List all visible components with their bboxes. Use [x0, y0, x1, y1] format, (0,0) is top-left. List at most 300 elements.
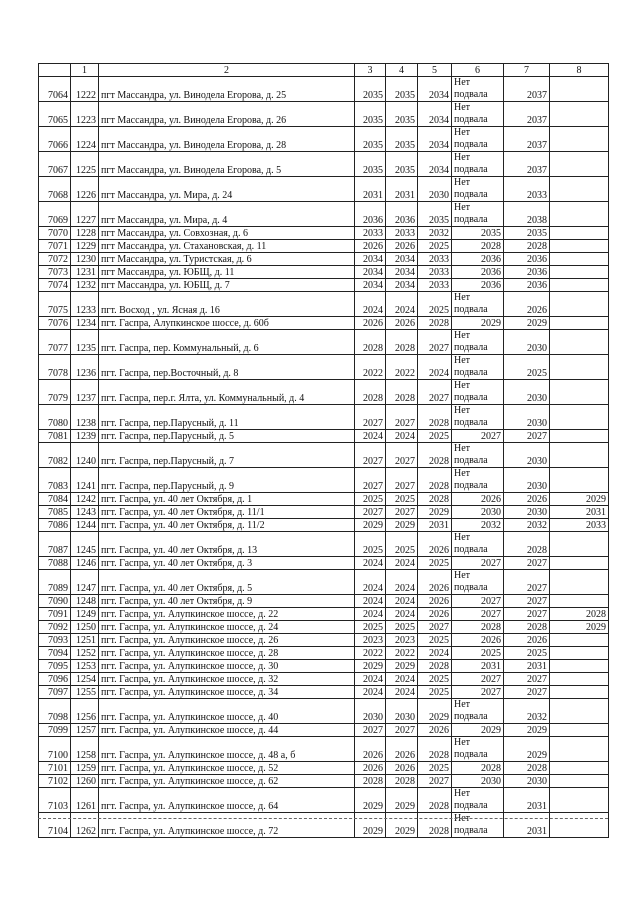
col5-cell: 2029: [418, 699, 452, 724]
col4-cell: 2027: [386, 724, 418, 737]
item-number-cell: 1232: [71, 279, 99, 292]
row-number-cell: 7070: [39, 227, 71, 240]
row-number-cell: 7089: [39, 570, 71, 595]
table-row: [39, 177, 609, 202]
col3-cell: 2026: [355, 240, 386, 253]
col5-cell: 2034: [418, 102, 452, 127]
item-number-cell: 1231: [71, 266, 99, 279]
col8-cell: [550, 673, 609, 686]
col6-cell: 2030: [452, 506, 504, 519]
col3-cell: 2035: [355, 102, 386, 127]
col3-cell: 2022: [355, 355, 386, 380]
col4-cell: 2024: [386, 608, 418, 621]
address-cell: пгт Массандра, ул. Винодела Егорова, д. 5: [99, 152, 355, 177]
table-row: [39, 762, 609, 775]
address-cell: пгт. Гаспра, пер.Восточный, д. 8: [99, 355, 355, 380]
table-row: [39, 506, 609, 519]
table-row: [39, 443, 609, 468]
col4-cell: 2025: [386, 621, 418, 634]
col5-cell: 2026: [418, 532, 452, 557]
header-cell: 2: [99, 64, 355, 77]
col5-cell: 2033: [418, 253, 452, 266]
item-number-cell: 1260: [71, 775, 99, 788]
col3-cell: 2024: [355, 292, 386, 317]
col5-cell: 2025: [418, 762, 452, 775]
col6-cell: Нет подвала: [452, 77, 504, 102]
col7-cell: 2027: [504, 595, 550, 608]
table-row: [39, 634, 609, 647]
col7-cell: 2029: [504, 737, 550, 762]
col5-cell: 2026: [418, 570, 452, 595]
col5-cell: 2025: [418, 240, 452, 253]
row-number-cell: 7099: [39, 724, 71, 737]
col4-cell: 2029: [386, 519, 418, 532]
col8-cell: 2031: [550, 506, 609, 519]
row-number-cell: 7072: [39, 253, 71, 266]
col6-cell: 2027: [452, 430, 504, 443]
address-cell: пгт. Гаспра, ул. Алупкинское шоссе, д. 40: [99, 699, 355, 724]
col3-cell: 2035: [355, 127, 386, 152]
row-number-cell: 7086: [39, 519, 71, 532]
table-row: [39, 127, 609, 152]
col8-cell: [550, 240, 609, 253]
col6-cell: 2032: [452, 519, 504, 532]
col3-cell: 2024: [355, 570, 386, 595]
item-number-cell: 1235: [71, 330, 99, 355]
col7-cell: 2037: [504, 102, 550, 127]
row-number-cell: 7084: [39, 493, 71, 506]
col7-cell: 2029: [504, 317, 550, 330]
col3-cell: 2027: [355, 443, 386, 468]
col5-cell: 2028: [418, 468, 452, 493]
address-cell: пгт. Гаспра, ул. Алупкинское шоссе, д. 32: [99, 673, 355, 686]
col8-cell: [550, 330, 609, 355]
col6-cell: 2029: [452, 724, 504, 737]
col8-cell: [550, 127, 609, 152]
col6-cell: Нет подвала: [452, 355, 504, 380]
table-row: [39, 266, 609, 279]
col3-cell: 2033: [355, 227, 386, 240]
item-number-cell: 1242: [71, 493, 99, 506]
col4-cell: 2028: [386, 775, 418, 788]
col6-cell: Нет подвала: [452, 532, 504, 557]
item-number-cell: 1258: [71, 737, 99, 762]
col8-cell: [550, 202, 609, 227]
col5-cell: 2034: [418, 77, 452, 102]
address-cell: пгт. Гаспра, ул. Алупкинское шоссе, д. 72: [99, 813, 355, 838]
col3-cell: 2028: [355, 775, 386, 788]
table-row: [39, 380, 609, 405]
col3-cell: 2034: [355, 266, 386, 279]
col7-cell: 2026: [504, 292, 550, 317]
col5-cell: 2031: [418, 519, 452, 532]
col3-cell: 2025: [355, 621, 386, 634]
table-row: [39, 608, 609, 621]
item-number-cell: 1249: [71, 608, 99, 621]
col4-cell: 2028: [386, 380, 418, 405]
row-number-cell: 7085: [39, 506, 71, 519]
col3-cell: 2034: [355, 279, 386, 292]
col7-cell: 2027: [504, 570, 550, 595]
address-cell: пгт Массандра, ул. Винодела Егорова, д. 26: [99, 102, 355, 127]
address-cell: пгт. Гаспра, ул. Алупкинское шоссе, д. 62: [99, 775, 355, 788]
row-number-cell: 7073: [39, 266, 71, 279]
header-row: [39, 64, 609, 77]
col3-cell: 2028: [355, 330, 386, 355]
col4-cell: 2034: [386, 253, 418, 266]
col5-cell: 2028: [418, 660, 452, 673]
table-row: [39, 279, 609, 292]
item-number-cell: 1261: [71, 788, 99, 813]
col7-cell: 2026: [504, 634, 550, 647]
col8-cell: 2029: [550, 621, 609, 634]
col6-cell: Нет подвала: [452, 380, 504, 405]
item-number-cell: 1252: [71, 647, 99, 660]
col7-cell: 2038: [504, 202, 550, 227]
address-cell: пгт. Гаспра, ул. 40 лет Октября, д. 9: [99, 595, 355, 608]
row-number-cell: 7102: [39, 775, 71, 788]
col6-cell: Нет подвала: [452, 127, 504, 152]
col4-cell: 2029: [386, 813, 418, 838]
col6-cell: 2036: [452, 253, 504, 266]
col8-cell: [550, 532, 609, 557]
col6-cell: Нет подвала: [452, 330, 504, 355]
address-cell: пгт. Гаспра, ул. 40 лет Октября, д. 13: [99, 532, 355, 557]
col4-cell: 2034: [386, 266, 418, 279]
col6-cell: Нет подвала: [452, 699, 504, 724]
col5-cell: 2028: [418, 737, 452, 762]
address-cell: пгт Массандра, ул. Совхозная, д. 6: [99, 227, 355, 240]
item-number-cell: 1245: [71, 532, 99, 557]
item-number-cell: 1244: [71, 519, 99, 532]
col5-cell: 2025: [418, 673, 452, 686]
row-number-cell: 7097: [39, 686, 71, 699]
table-row: [39, 673, 609, 686]
row-number-cell: 7075: [39, 292, 71, 317]
col6-cell: 2027: [452, 557, 504, 570]
row-number-cell: 7080: [39, 405, 71, 430]
col4-cell: 2030: [386, 699, 418, 724]
item-number-cell: 1240: [71, 443, 99, 468]
col6-cell: 2028: [452, 240, 504, 253]
col7-cell: 2033: [504, 177, 550, 202]
col4-cell: 2033: [386, 227, 418, 240]
col8-cell: 2033: [550, 519, 609, 532]
row-number-cell: 7083: [39, 468, 71, 493]
col6-cell: Нет подвала: [452, 102, 504, 127]
row-number-cell: 7087: [39, 532, 71, 557]
address-cell: пгт. Восход , ул. Ясная д. 16: [99, 292, 355, 317]
row-number-cell: 7091: [39, 608, 71, 621]
table-row: [39, 330, 609, 355]
col4-cell: 2034: [386, 279, 418, 292]
address-cell: пгт Массандра, ул. Мира, д. 24: [99, 177, 355, 202]
col7-cell: 2031: [504, 660, 550, 673]
col4-cell: 2035: [386, 102, 418, 127]
table-row: [39, 227, 609, 240]
col8-cell: [550, 317, 609, 330]
col6-cell: 2029: [452, 317, 504, 330]
col8-cell: [550, 430, 609, 443]
row-number-cell: 7068: [39, 177, 71, 202]
item-number-cell: 1229: [71, 240, 99, 253]
table-row: [39, 595, 609, 608]
col8-cell: [550, 686, 609, 699]
col6-cell: Нет подвала: [452, 177, 504, 202]
address-cell: пгт. Гаспра, пер.Парусный, д. 9: [99, 468, 355, 493]
item-number-cell: 1243: [71, 506, 99, 519]
address-cell: пгт. Гаспра, пер.Парусный, д. 5: [99, 430, 355, 443]
col8-cell: [550, 699, 609, 724]
col5-cell: 2034: [418, 152, 452, 177]
col3-cell: 2030: [355, 699, 386, 724]
col5-cell: 2027: [418, 621, 452, 634]
col7-cell: 2028: [504, 621, 550, 634]
address-cell: пгт Массандра, ул. Туристская, д. 6: [99, 253, 355, 266]
col6-cell: 2036: [452, 279, 504, 292]
row-number-cell: 7066: [39, 127, 71, 152]
item-number-cell: 1262: [71, 813, 99, 838]
col5-cell: 2028: [418, 813, 452, 838]
col8-cell: [550, 355, 609, 380]
housing-repair-table: [38, 63, 609, 838]
col3-cell: 2035: [355, 77, 386, 102]
col7-cell: 2029: [504, 724, 550, 737]
col8-cell: 2029: [550, 493, 609, 506]
col7-cell: 2030: [504, 330, 550, 355]
col4-cell: 2027: [386, 443, 418, 468]
row-number-cell: 7088: [39, 557, 71, 570]
table-row: [39, 430, 609, 443]
col7-cell: 2026: [504, 493, 550, 506]
col4-cell: 2022: [386, 647, 418, 660]
col7-cell: 2025: [504, 647, 550, 660]
table-row: [39, 647, 609, 660]
col7-cell: 2036: [504, 279, 550, 292]
col6-cell: 2026: [452, 493, 504, 506]
header-cell: 5: [418, 64, 452, 77]
address-cell: пгт. Гаспра, пер. Коммунальный, д. 6: [99, 330, 355, 355]
col4-cell: 2024: [386, 430, 418, 443]
col5-cell: 2025: [418, 292, 452, 317]
col5-cell: 2028: [418, 317, 452, 330]
col7-cell: 2037: [504, 127, 550, 152]
header-cell: 1: [71, 64, 99, 77]
col3-cell: 2025: [355, 532, 386, 557]
col7-cell: 2027: [504, 430, 550, 443]
col6-cell: 2026: [452, 634, 504, 647]
header-cell: [39, 64, 71, 77]
col6-cell: 2028: [452, 762, 504, 775]
col4-cell: 2026: [386, 762, 418, 775]
col8-cell: [550, 724, 609, 737]
row-number-cell: 7065: [39, 102, 71, 127]
address-cell: пгт. Гаспра, ул. 40 лет Октября, д. 5: [99, 570, 355, 595]
col4-cell: 2031: [386, 177, 418, 202]
col8-cell: [550, 405, 609, 430]
address-cell: пгт Массандра, ул. ЮБЩ, д. 7: [99, 279, 355, 292]
col6-cell: 2031: [452, 660, 504, 673]
col8-cell: [550, 292, 609, 317]
col7-cell: 2030: [504, 506, 550, 519]
col7-cell: 2030: [504, 443, 550, 468]
item-number-cell: 1224: [71, 127, 99, 152]
col8-cell: [550, 557, 609, 570]
col7-cell: 2030: [504, 775, 550, 788]
row-number-cell: 7090: [39, 595, 71, 608]
table-row: [39, 355, 609, 380]
item-number-cell: 1239: [71, 430, 99, 443]
col5-cell: 2033: [418, 279, 452, 292]
col8-cell: [550, 77, 609, 102]
table-row: [39, 77, 609, 102]
table-row: [39, 102, 609, 127]
col5-cell: 2026: [418, 608, 452, 621]
scan-dash-artifact: [38, 818, 608, 819]
row-number-cell: 7098: [39, 699, 71, 724]
table-row: [39, 557, 609, 570]
table-row: [39, 405, 609, 430]
address-cell: пгт. Гаспра, ул. Алупкинское шоссе, д. 24: [99, 621, 355, 634]
col3-cell: 2024: [355, 608, 386, 621]
col5-cell: 2028: [418, 788, 452, 813]
col8-cell: [550, 634, 609, 647]
col3-cell: 2026: [355, 317, 386, 330]
col6-cell: 2025: [452, 647, 504, 660]
address-cell: пгт. Гаспра, ул. Алупкинское шоссе, д. 30: [99, 660, 355, 673]
address-cell: пгт. Гаспра, Алупкинское шоссе, д. 60б: [99, 317, 355, 330]
col4-cell: 2024: [386, 686, 418, 699]
col5-cell: 2032: [418, 227, 452, 240]
col4-cell: 2024: [386, 292, 418, 317]
col3-cell: 2029: [355, 519, 386, 532]
col6-cell: Нет подвала: [452, 443, 504, 468]
row-number-cell: 7067: [39, 152, 71, 177]
table-row: [39, 253, 609, 266]
col5-cell: 2034: [418, 127, 452, 152]
address-cell: пгт. Гаспра, ул. Алупкинское шоссе, д. 26: [99, 634, 355, 647]
col3-cell: 2024: [355, 595, 386, 608]
col6-cell: 2030: [452, 775, 504, 788]
address-cell: пгт Массандра, ул. Стахановская, д. 11: [99, 240, 355, 253]
address-cell: пгт. Гаспра, ул. Алупкинское шоссе, д. 28: [99, 647, 355, 660]
col3-cell: 2024: [355, 557, 386, 570]
col5-cell: 2025: [418, 686, 452, 699]
table-row: [39, 660, 609, 673]
col3-cell: 2027: [355, 468, 386, 493]
col3-cell: 2022: [355, 647, 386, 660]
col7-cell: 2035: [504, 227, 550, 240]
col6-cell: Нет подвала: [452, 292, 504, 317]
row-number-cell: 7078: [39, 355, 71, 380]
col7-cell: 2028: [504, 532, 550, 557]
table-row: [39, 570, 609, 595]
col3-cell: 2031: [355, 177, 386, 202]
row-number-cell: 7076: [39, 317, 71, 330]
item-number-cell: 1257: [71, 724, 99, 737]
address-cell: пгт. Гаспра, ул. Алупкинское шоссе, д. 64: [99, 788, 355, 813]
col4-cell: 2035: [386, 152, 418, 177]
table-row: [39, 240, 609, 253]
item-number-cell: 1238: [71, 405, 99, 430]
col5-cell: 2028: [418, 493, 452, 506]
col8-cell: [550, 380, 609, 405]
row-number-cell: 7094: [39, 647, 71, 660]
col5-cell: 2024: [418, 355, 452, 380]
table-row: [39, 317, 609, 330]
col5-cell: 2027: [418, 330, 452, 355]
col6-cell: 2028: [452, 621, 504, 634]
row-number-cell: 7069: [39, 202, 71, 227]
row-number-cell: 7100: [39, 737, 71, 762]
col7-cell: 2036: [504, 253, 550, 266]
col8-cell: [550, 737, 609, 762]
table-row: [39, 519, 609, 532]
col8-cell: 2028: [550, 608, 609, 621]
row-number-cell: 7104: [39, 813, 71, 838]
table-row: [39, 775, 609, 788]
address-cell: пгт Массандра, ул. ЮБЩ, д. 11: [99, 266, 355, 279]
table-row: [39, 292, 609, 317]
col7-cell: 2025: [504, 355, 550, 380]
col4-cell: 2024: [386, 673, 418, 686]
address-cell: пгт. Гаспра, ул. Алупкинское шоссе, д. 52: [99, 762, 355, 775]
col8-cell: [550, 177, 609, 202]
address-cell: пгт. Гаспра, ул. 40 лет Октября, д. 3: [99, 557, 355, 570]
col8-cell: [550, 152, 609, 177]
row-number-cell: 7095: [39, 660, 71, 673]
row-number-cell: 7077: [39, 330, 71, 355]
item-number-cell: 1250: [71, 621, 99, 634]
table-row: [39, 152, 609, 177]
col8-cell: [550, 279, 609, 292]
col6-cell: 2035: [452, 227, 504, 240]
row-number-cell: 7064: [39, 77, 71, 102]
item-number-cell: 1251: [71, 634, 99, 647]
col6-cell: Нет подвала: [452, 570, 504, 595]
row-number-cell: 7093: [39, 634, 71, 647]
col5-cell: 2025: [418, 430, 452, 443]
col3-cell: 2029: [355, 660, 386, 673]
col4-cell: 2022: [386, 355, 418, 380]
col6-cell: 2027: [452, 673, 504, 686]
address-cell: пгт. Гаспра, пер.Парусный, д. 11: [99, 405, 355, 430]
item-number-cell: 1253: [71, 660, 99, 673]
item-number-cell: 1259: [71, 762, 99, 775]
col7-cell: 2028: [504, 762, 550, 775]
col5-cell: 2027: [418, 775, 452, 788]
col4-cell: 2035: [386, 77, 418, 102]
address-cell: пгт. Гаспра, ул. Алупкинское шоссе, д. 34: [99, 686, 355, 699]
col4-cell: 2023: [386, 634, 418, 647]
address-cell: пгт. Гаспра, пер.г. Ялта, ул. Коммунальный, д. 4: [99, 380, 355, 405]
table-row: [39, 468, 609, 493]
col6-cell: Нет подвала: [452, 202, 504, 227]
col6-cell: 2027: [452, 608, 504, 621]
col4-cell: 2026: [386, 240, 418, 253]
col7-cell: 2027: [504, 686, 550, 699]
header-cell: 8: [550, 64, 609, 77]
col7-cell: 2027: [504, 673, 550, 686]
col5-cell: 2024: [418, 647, 452, 660]
col3-cell: 2025: [355, 493, 386, 506]
col3-cell: 2027: [355, 724, 386, 737]
item-number-cell: 1225: [71, 152, 99, 177]
col6-cell: Нет подвала: [452, 468, 504, 493]
header-cell: 7: [504, 64, 550, 77]
col5-cell: 2026: [418, 724, 452, 737]
row-number-cell: 7101: [39, 762, 71, 775]
